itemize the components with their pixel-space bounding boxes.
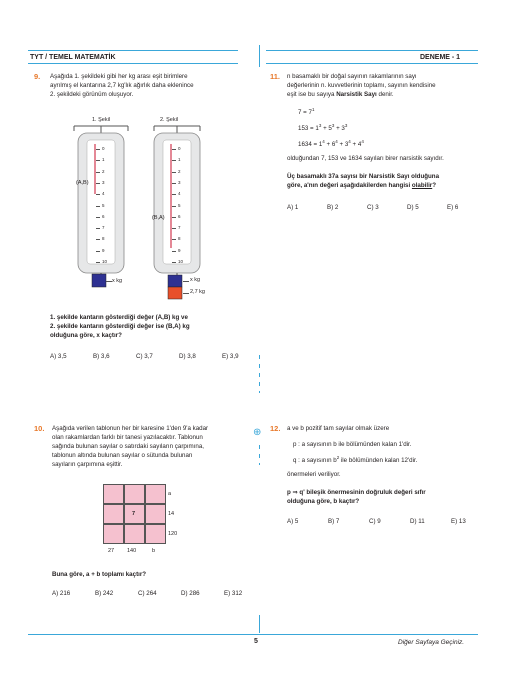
q10-grid-cell-2-0: [103, 524, 124, 544]
q10-ask: Buna göre, a + b toplamı kaçtır?: [52, 571, 147, 578]
q12-option-d[interactable]: D) 11: [410, 518, 425, 525]
q10-right-label-2: 14: [168, 511, 175, 517]
q11-line4: olduğundan 7, 153 ve 1634 sayıları birer narsistik sayıdır.: [287, 155, 444, 162]
q10-grid-cell-0-1: [124, 484, 145, 504]
fig2-tick-9: [172, 251, 176, 252]
q12-q-statement: q : a sayısının $b^2$ ile bölümünden kalan 12'dir.: [293, 454, 418, 464]
q10-grid-cell-1-2: [145, 504, 166, 524]
fig1-weight-leader: [106, 281, 112, 282]
q10-line2: olan rakamlardan farklı bir tanesi yazılacaktır. Tablonun: [52, 434, 203, 441]
fig1-scale-number-8: 8: [102, 236, 105, 242]
page-number: 5: [254, 638, 258, 645]
q10-option-e[interactable]: E) 312: [224, 590, 243, 597]
fig1-tick-0: [96, 149, 100, 150]
column-divider-middle: [259, 355, 260, 393]
q10-bottom-label-2: 140: [127, 548, 137, 554]
q10-line3: sağında bulunan sayılar o satırdaki sayıların çarpımına,: [52, 443, 205, 450]
fig1-label: 1. Şekil: [92, 117, 111, 123]
header-test-name: DENEME - 1: [420, 54, 461, 61]
fig1-marker: (A,B): [76, 180, 89, 186]
scale-figure-2: [150, 114, 220, 304]
q11-option-e[interactable]: E) 6: [447, 204, 459, 211]
fig1-scale-number-9: 9: [102, 247, 105, 253]
q11-example-1: $7 = 7^1$: [298, 106, 315, 116]
header-rule-right-bottom: [266, 63, 478, 64]
q11-number: 11.: [270, 72, 281, 81]
q10-grid-cell-2-1: [124, 524, 145, 544]
q12-number: 12.: [270, 424, 281, 433]
q11-option-a[interactable]: A) 1: [287, 204, 299, 211]
fig2-weight-label-x: x kg: [190, 277, 201, 283]
q11-example-3: $1634 = 1^4 + 6^4 + 3^4 + 4^4$: [298, 138, 364, 148]
fig2-marker: (B,A): [152, 215, 165, 221]
center-ornament-icon: ⊕: [253, 427, 262, 438]
fig2-scale-number-5: 5: [178, 202, 181, 208]
q9-ask1: 1. şekilde kantarın gösterdiği değer (A,B) kg ve: [50, 314, 188, 321]
fig2-scale-number-0: 0: [178, 146, 181, 151]
q9-option-c[interactable]: C) 3,7: [136, 353, 153, 360]
footer-rule: [28, 634, 478, 635]
q9-option-e[interactable]: E) 3,9: [222, 353, 239, 360]
fig1-scale-number-2: 2: [102, 168, 105, 174]
fig1-tick-2: [96, 172, 100, 173]
q9-number: 9.: [34, 72, 41, 81]
q9-option-a[interactable]: A) 3,5: [50, 353, 67, 360]
fig2-tick-3: [172, 183, 176, 184]
fig2-weight-leader-extra: [183, 293, 189, 294]
fig2-weight-leader-x: [183, 281, 189, 282]
fig2-scale-number-8: 8: [178, 236, 181, 242]
q10-line4: tablonun altında bulunan sayılar o sütunda bulunan: [52, 452, 193, 459]
header-rule-right: [266, 50, 478, 51]
column-divider-top: [259, 45, 260, 67]
q10-line1: Aşağıda verilen tablonun her bir karesine 1'den 9'a kadar: [52, 425, 209, 432]
q10-grid-cell-0-0: [103, 484, 124, 504]
q10-bottom-label-3: b: [152, 548, 156, 554]
next-page-note: Diğer Sayfaya Geçiniz.: [398, 639, 465, 646]
fig2-scale-number-3: 3: [178, 179, 181, 185]
fig2-scale-number-2: 2: [178, 168, 181, 174]
q9-option-d[interactable]: D) 3,8: [179, 353, 196, 360]
q12-line1: a ve b pozitif tam sayılar olmak üzere: [287, 425, 390, 432]
q10-line5: sayıların çarpımına eşittir.: [52, 461, 123, 468]
fig1-tick-8: [96, 239, 100, 240]
fig2-tick-1: [172, 160, 176, 161]
fig2-tick-7: [172, 228, 176, 229]
q11-line2: değerlerinin n. kuvvetlerinin toplamı, sayının kendisine: [287, 82, 436, 89]
q10-option-d[interactable]: D) 286: [181, 590, 200, 597]
fig2-scale-number-4: 4: [178, 191, 181, 197]
fig1-tick-5: [96, 206, 100, 207]
q11-ask1: Üç basamaklı 37a sayısı bir Narsistik Sayı olduğuna: [287, 173, 440, 180]
q12-option-e[interactable]: E) 13: [451, 518, 466, 525]
column-divider-lower: [259, 445, 260, 465]
header-subject: TYT / TEMEL MATEMATİK: [30, 54, 116, 61]
fig1-tick-1: [96, 160, 100, 161]
q12-p-statement: p : a sayısının b ile bölümünden kalan 1'dir.: [293, 441, 412, 448]
fig2-tick-5: [172, 206, 176, 207]
fig2-scale-number-1: 1: [178, 157, 181, 163]
q11-option-c[interactable]: C) 3: [367, 204, 379, 211]
scale-figure-1: [70, 114, 140, 299]
q10-option-b[interactable]: B) 242: [95, 590, 114, 597]
q10-grid-cell-0-2: [145, 484, 166, 504]
fig1-tick-6: [96, 217, 100, 218]
fig2-tick-2: [172, 172, 176, 173]
q11-line1: n basamaklı bir doğal sayının rakamlarının sayı: [287, 73, 417, 80]
fig2-tick-10: [172, 262, 176, 263]
header-rule-left: [28, 50, 238, 51]
fig1-scale-number-3: 3: [102, 179, 105, 185]
q11-option-d[interactable]: D) 5: [407, 204, 419, 211]
fig2-tick-4: [172, 194, 176, 195]
fig1-scale-number-5: 5: [102, 202, 105, 208]
q11-ask2: göre, a'nın değeri aşağıdakilerden hangisi olabilir?: [287, 182, 436, 189]
fig1-scale-number-0: 0: [102, 146, 105, 151]
fig2-scale-number-7: 7: [178, 225, 181, 231]
fig1-scale-number-7: 7: [102, 225, 105, 231]
q12-line4: önermeleri veriliyor.: [287, 471, 341, 478]
q9-ask2: 2. şekilde kantarın gösterdiği değer ise (B,A) kg: [50, 323, 190, 330]
fig2-scale-number-6: 6: [178, 213, 181, 219]
q9-line3: 2. şekildeki görünüm oluşuyor.: [50, 91, 134, 98]
q10-center-value: 7: [132, 511, 136, 517]
q10-grid-cell-2-2: [145, 524, 166, 544]
fig2-label: 2. Şekil: [160, 117, 179, 123]
fig1-tick-4: [96, 194, 100, 195]
fig2-tick-0: [172, 149, 176, 150]
q10-right-label-1: a: [168, 491, 172, 497]
fig1-scale-number-1: 1: [102, 157, 105, 163]
fig1-tick-10: [96, 262, 100, 263]
q10-number: 10.: [34, 424, 45, 433]
fig1-tick-9: [96, 251, 100, 252]
fig2-tick-8: [172, 239, 176, 240]
q11-line3: eşit ise bu sayıya Narsistik Sayı denir.: [287, 91, 394, 98]
q10-grid-cell-1-0: [103, 504, 124, 524]
q11-example-2: $153 = 1^3 + 5^3 + 3^3$: [298, 122, 348, 132]
fig2-tick-6: [172, 217, 176, 218]
q9-line2: ayrılmış el kantarına 2,7 kg'lık ağırlık daha eklenince: [50, 82, 194, 89]
q12-ask1: p ⇒ q' bileşik önermesinin doğruluk değeri sıfır: [287, 489, 426, 496]
q9-line1: Aşağıda 1. şekildeki gibi her kg arası eşit birimlere: [50, 73, 188, 80]
fig1-scale-number-6: 6: [102, 213, 105, 219]
q11-option-b[interactable]: B) 2: [327, 204, 339, 211]
fig2-scale-number-10: 10: [178, 259, 184, 264]
q10-option-c[interactable]: C) 264: [138, 590, 157, 597]
fig1-tick-3: [96, 183, 100, 184]
q9-option-b[interactable]: B) 3,6: [93, 353, 110, 360]
q12-option-b[interactable]: B) 7: [328, 518, 340, 525]
q10-option-a[interactable]: A) 216: [52, 590, 71, 597]
fig1-scale-number-4: 4: [102, 191, 105, 197]
q9-ask3: olduğuna göre, x kaçtır?: [50, 332, 122, 339]
fig1-weight-label: x kg: [112, 278, 123, 284]
fig2-weight-label-extra: 2,7 kg: [190, 289, 205, 295]
fig1-scale-number-10: 10: [102, 259, 108, 264]
fig1-tick-7: [96, 228, 100, 229]
q10-bottom-label-1: 27: [108, 548, 115, 554]
fig2-scale-number-9: 9: [178, 247, 181, 253]
header-rule-left-bottom: [28, 63, 238, 64]
q10-right-label-3: 120: [168, 531, 178, 537]
q12-ask2: olduğuna göre, b kaçtır?: [287, 498, 360, 505]
q12-option-a[interactable]: A) 5: [287, 518, 299, 525]
column-divider-bottom: [259, 615, 260, 633]
q12-option-c[interactable]: C) 9: [369, 518, 381, 525]
